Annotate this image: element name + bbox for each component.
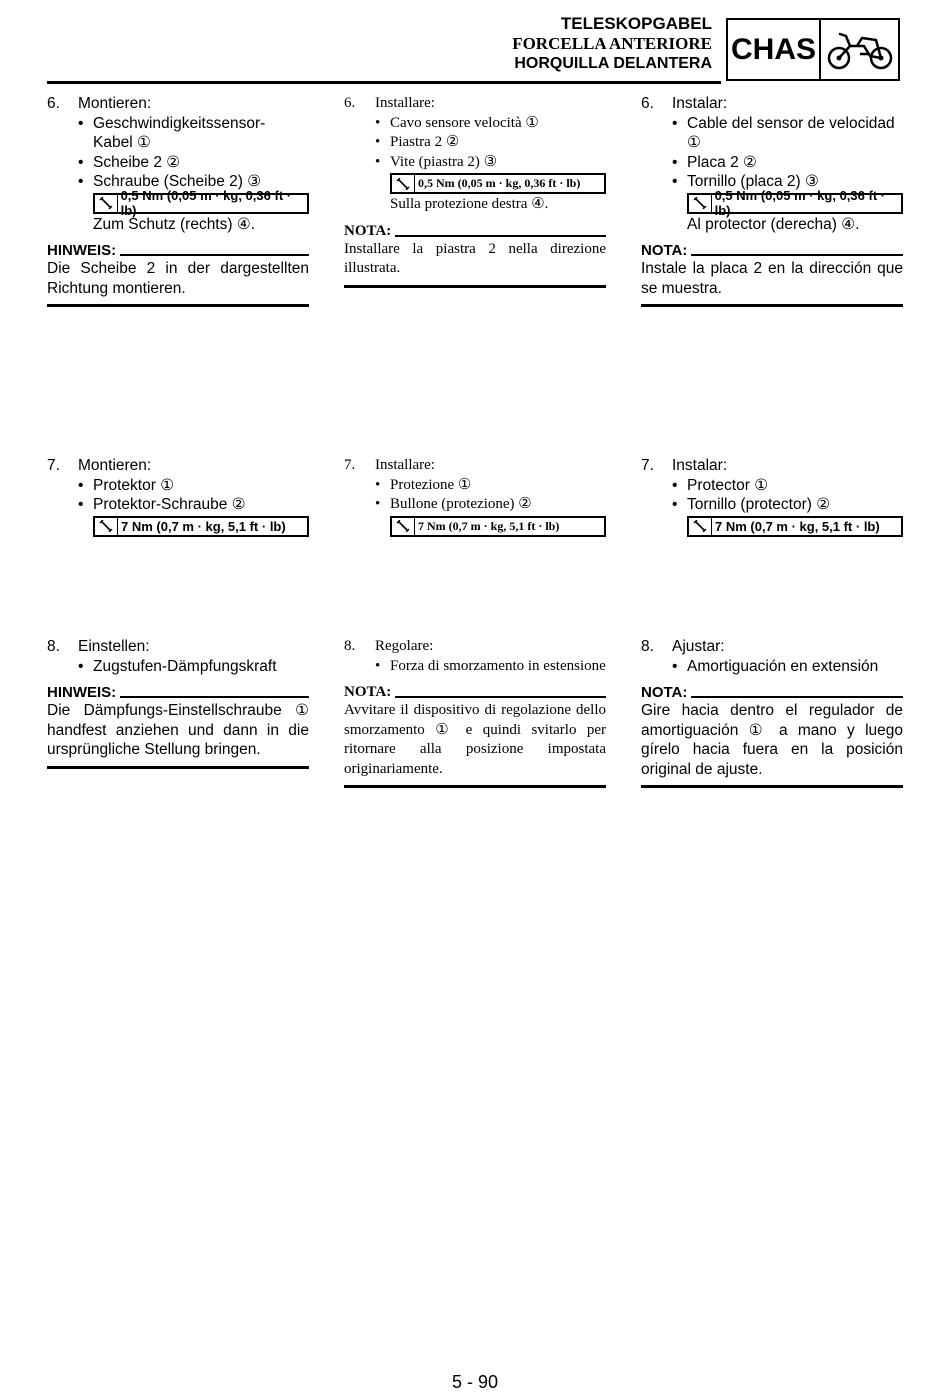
- es-step-8: [641, 637, 903, 788]
- step-items: [375, 476, 606, 515]
- page-header-titles: [512, 14, 712, 74]
- note-label: NOTA:: [344, 222, 392, 239]
- note-label: NOTA:: [641, 242, 688, 259]
- step-number: 8.: [641, 638, 654, 655]
- step-verb: Ajustar:: [672, 638, 725, 655]
- list-item: • Amortiguación en extensión: [672, 657, 903, 677]
- list-item: • Bullone (protezione) ②: [375, 495, 606, 515]
- torque-spec-box: [93, 188, 309, 218]
- note-label: NOTA:: [344, 684, 392, 700]
- step-verb: Instalar:: [672, 457, 728, 474]
- list-item-continuation: Kabel ①: [93, 134, 151, 151]
- it-step-6: [344, 94, 606, 288]
- step-number: 6.: [641, 95, 654, 112]
- step-number: 8.: [344, 638, 356, 654]
- list-item: • Geschwindigkeitssensor-: [78, 114, 309, 134]
- torque-wrench-icon: [392, 518, 415, 535]
- step-verb: Installare:: [375, 457, 435, 473]
- note-text: Installare la piastra 2 nella direzione illustrata.: [344, 240, 606, 288]
- step-number: 6.: [47, 95, 60, 112]
- step-items: [78, 476, 309, 515]
- step-items: [672, 657, 903, 677]
- note-text: Instale la placa 2 en la dirección que se muestra.: [641, 259, 903, 307]
- note-text: Avvitare il dispositivo di regolazione dello smorzamento ① e quindi svitarlo per ritornare alla posizione impostata originariamente.: [344, 701, 606, 788]
- step-location: Zum Schutz (rechts) ④.: [93, 215, 256, 233]
- de-step-7: [47, 456, 309, 538]
- list-item: • Protezione ①: [375, 476, 606, 496]
- note-rule: [120, 254, 309, 256]
- step-number: 7.: [344, 457, 356, 473]
- note-text: Gire hacia dentro el regulador de amortiguación ① a mano y luego gírelo hacia fuera en la posición original de ajuste.: [641, 701, 903, 788]
- list-item: • Protektor ①: [78, 476, 309, 496]
- list-item: • Scheibe 2 ②: [78, 153, 309, 173]
- torque-wrench-icon: [689, 518, 712, 535]
- step-verb: Einstellen:: [78, 638, 150, 655]
- es-step-6: [641, 94, 903, 307]
- step-items: [672, 114, 903, 192]
- list-item: • Vite (piastra 2) ③: [375, 153, 606, 173]
- step-verb: Regolare:: [375, 638, 434, 654]
- it-step-7: [344, 456, 606, 538]
- motorcycle-icon: [821, 20, 898, 79]
- step-number: 8.: [47, 638, 60, 655]
- step-number: 7.: [641, 457, 654, 474]
- list-item: • Protektor-Schraube ②: [78, 495, 309, 515]
- torque-wrench-icon: [95, 195, 118, 212]
- torque-value: 0,5 Nm (0,05 m · kg, 0,36 ft · lb): [120, 188, 292, 218]
- step-verb: Instalar:: [672, 95, 728, 112]
- torque-wrench-icon: [95, 518, 118, 535]
- step-location: Al protector (derecha) ④.: [687, 215, 860, 233]
- list-item: • Protector ①: [672, 476, 903, 496]
- list-item: • Tornillo (placa 2) ③: [672, 172, 903, 192]
- step-verb: Montieren:: [78, 95, 152, 112]
- step-items: [375, 114, 606, 173]
- note-label: HINWEIS:: [47, 684, 117, 701]
- section-badge: [726, 18, 900, 81]
- torque-spec-box: [687, 188, 903, 218]
- list-item: • Cable del sensor de velocidad: [672, 114, 903, 134]
- de-step-6: [47, 94, 309, 307]
- page-number: 5 - 90: [451, 1372, 499, 1392]
- it-step-8: [344, 637, 606, 788]
- note-rule: [120, 696, 309, 698]
- note-label: HINWEIS:: [47, 242, 117, 259]
- note-rule: [691, 254, 903, 256]
- list-item-continuation: ①: [687, 134, 701, 151]
- torque-value: 7 Nm (0,7 m · kg, 5,1 ft · lb): [121, 518, 286, 534]
- torque-value: 0,5 Nm (0,05 m · kg, 0,36 ft · lb): [714, 188, 886, 218]
- torque-wrench-icon: [392, 175, 415, 192]
- header-rule: [47, 81, 721, 84]
- torque-spec-box: [390, 173, 606, 194]
- step-items: [78, 114, 309, 192]
- torque-value: 7 Nm (0,7 m · kg, 5,1 ft · lb): [715, 518, 880, 534]
- list-item: • Cavo sensore velocità ①: [375, 114, 606, 134]
- list-item: • Forza di smorzamento in estensione: [375, 657, 606, 677]
- note-label: NOTA:: [641, 684, 688, 701]
- step-verb: Installare:: [375, 95, 435, 111]
- de-step-8: [47, 637, 309, 769]
- torque-spec-box: [93, 516, 309, 537]
- torque-value: 0,5 Nm (0,05 m · kg, 0,36 ft · lb): [418, 176, 581, 190]
- section-badge-label: CHAS: [728, 20, 821, 79]
- list-item: • Placa 2 ②: [672, 153, 903, 173]
- step-number: 7.: [47, 457, 60, 474]
- list-item: • Tornillo (protector) ②: [672, 495, 903, 515]
- step-items: [672, 476, 903, 515]
- list-item: • Piastra 2 ②: [375, 133, 606, 153]
- step-number: 6.: [344, 95, 356, 111]
- note-rule: [395, 696, 606, 698]
- torque-spec-box: [390, 516, 606, 537]
- step-items: [78, 657, 309, 677]
- header-title-it: FORCELLA ANTERIORE: [512, 34, 712, 53]
- torque-value: 7 Nm (0,7 m · kg, 5,1 ft · lb): [418, 518, 560, 533]
- header-title-de: TELESKOPGABEL: [560, 14, 712, 33]
- step-items: [375, 657, 606, 677]
- step-location: Sulla protezione destra ④.: [390, 196, 549, 212]
- note-text: Die Dämpfungs-Einstellschraube ① handfest anziehen und dann in die ursprüngliche Stellung bringen.: [47, 701, 309, 769]
- list-item: • Schraube (Scheibe 2) ③: [78, 172, 309, 192]
- torque-wrench-icon: [689, 195, 712, 212]
- note-rule: [691, 696, 903, 698]
- header-title-es: HORQUILLA DELANTERA: [514, 55, 712, 72]
- note-text: Die Scheibe 2 in der dargestellten Richtung montieren.: [47, 259, 309, 307]
- torque-spec-box: [687, 516, 903, 537]
- es-step-7: [641, 456, 903, 538]
- note-rule: [395, 235, 606, 237]
- step-verb: Montieren:: [78, 457, 152, 474]
- list-item: • Zugstufen-Dämpfungskraft: [78, 657, 309, 677]
